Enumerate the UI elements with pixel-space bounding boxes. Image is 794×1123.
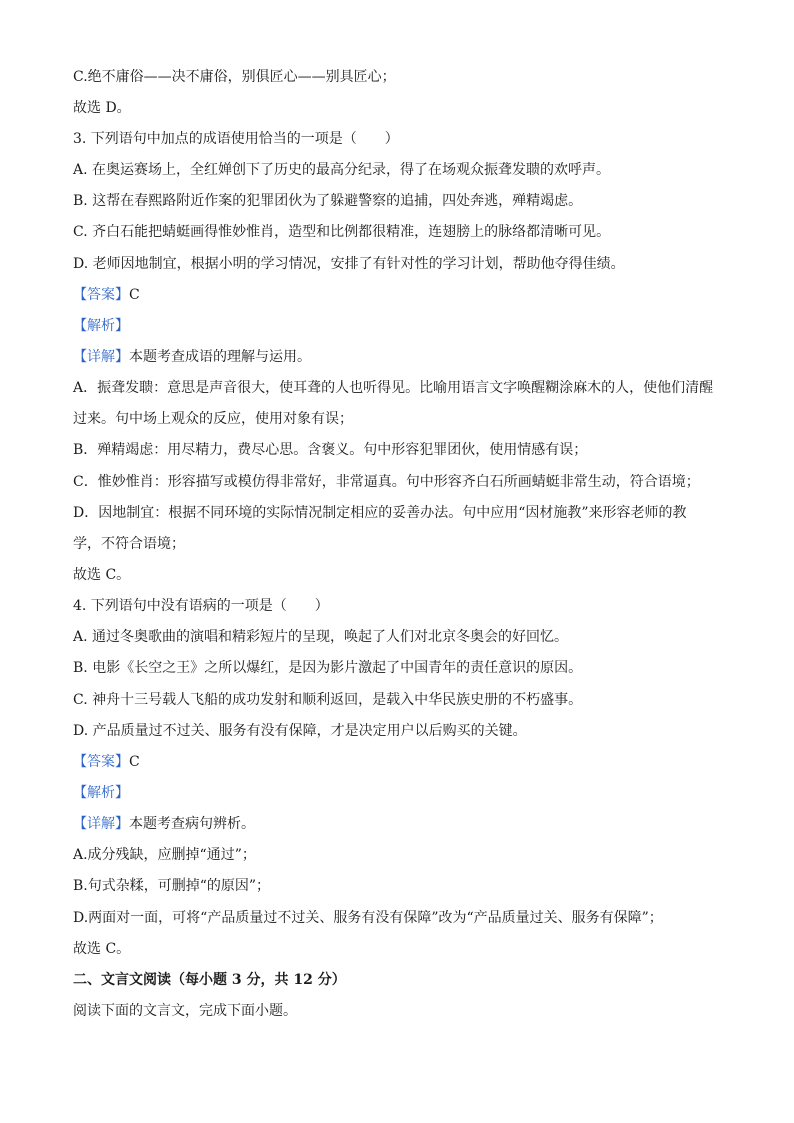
option-b: B. 电影《长空之王》之所以爆红，是因为影片激起了中国青年的责任意识的原因。 [73, 660, 583, 676]
text-line: 学，不符合语境； [73, 536, 185, 552]
text-line: A.成分残缺，应删掉“通过”； [73, 847, 256, 863]
text-line: C．惟妙惟肖：形容描写或模仿得非常好，非常逼真。句中形容齐白石所画蜻蜓非常生动，符合语境； [73, 474, 700, 490]
detail-label: 【详解】本题考查成语的理解与运用。 [73, 349, 311, 365]
option-c: C. 齐白石能把蜻蜓画得惟妙惟肖，造型和比例都很精准，连翅膀上的脉络都清晰可见。 [73, 224, 611, 240]
text-line: 阅读下面的文言文，完成下面小题。 [73, 1003, 297, 1019]
text-line: A．振聋发聩：意思是声音很大，使耳聋的人也听得见。比喻用语言文字唤醒糊涂麻木的人，使他们清醒 [73, 380, 714, 396]
option-c: C. 神舟十三号载人飞船的成功发射和顺利返回，是载入中华民族史册的不朽盛事。 [73, 692, 583, 708]
text-line: C.绝不庸俗——决不庸俗，别俱匠心——别具匠心； [73, 69, 396, 85]
text-line: B．殚精竭虑：用尽精力，费尽心思。含褒义。句中形容犯罪团伙，使用情感有误； [73, 442, 588, 458]
text-line: D.两面对一面，可将“产品质量过不过关、服务有没有保障”改为“产品质量过关、服务有保障”； [73, 910, 663, 926]
option-d: D. 产品质量过不过关、服务有没有保障，才是决定用户以后购买的关键。 [73, 723, 527, 739]
answer-label: 【答案】C [73, 287, 140, 303]
analysis-label: 【解析】 [73, 785, 129, 801]
option-a: A. 在奥运赛场上，全红婵创下了历史的最高分纪录，得了在场观众振聋发聩的欢呼声。 [73, 162, 611, 178]
text-line: 故选 C。 [73, 941, 131, 957]
analysis-label: 【解析】 [73, 318, 129, 334]
text-line: D．因地制宜：根据不同环境的实际情况制定相应的妥善办法。句中应用“因材施教”来形容老师的教 [73, 505, 687, 521]
option-d: D. 老师因地制宜，根据小明的学习情况，安排了有针对性的学习计划，帮助他夺得佳绩。 [73, 256, 625, 272]
option-b: B. 这帮在春熙路附近作案的犯罪团伙为了躲避警察的追捕，四处奔逃，殚精竭虑。 [73, 193, 583, 209]
section-heading: 二、文言文阅读（每小题 3 分，共 12 分） [73, 972, 346, 988]
option-a: A. 通过冬奥歌曲的演唱和精彩短片的呈现，唤起了人们对北京冬奥会的好回忆。 [73, 629, 569, 645]
detail-label: 【详解】本题考查病句辨析。 [73, 816, 255, 832]
answer-label: 【答案】C [73, 754, 140, 770]
question-4-stem: 4. 下列语句中没有语病的一项是（ ） [73, 598, 329, 614]
text-line: 故选 C。 [73, 567, 131, 583]
text-line: 故选 D。 [73, 100, 131, 116]
text-line: 过来。句中场上观众的反应，使用对象有误； [73, 411, 353, 427]
text-line: B.句式杂糅，可删掉“的原因”； [73, 878, 271, 894]
question-3-stem: 3. 下列语句中加点的成语使用恰当的一项是（ ） [73, 131, 399, 147]
